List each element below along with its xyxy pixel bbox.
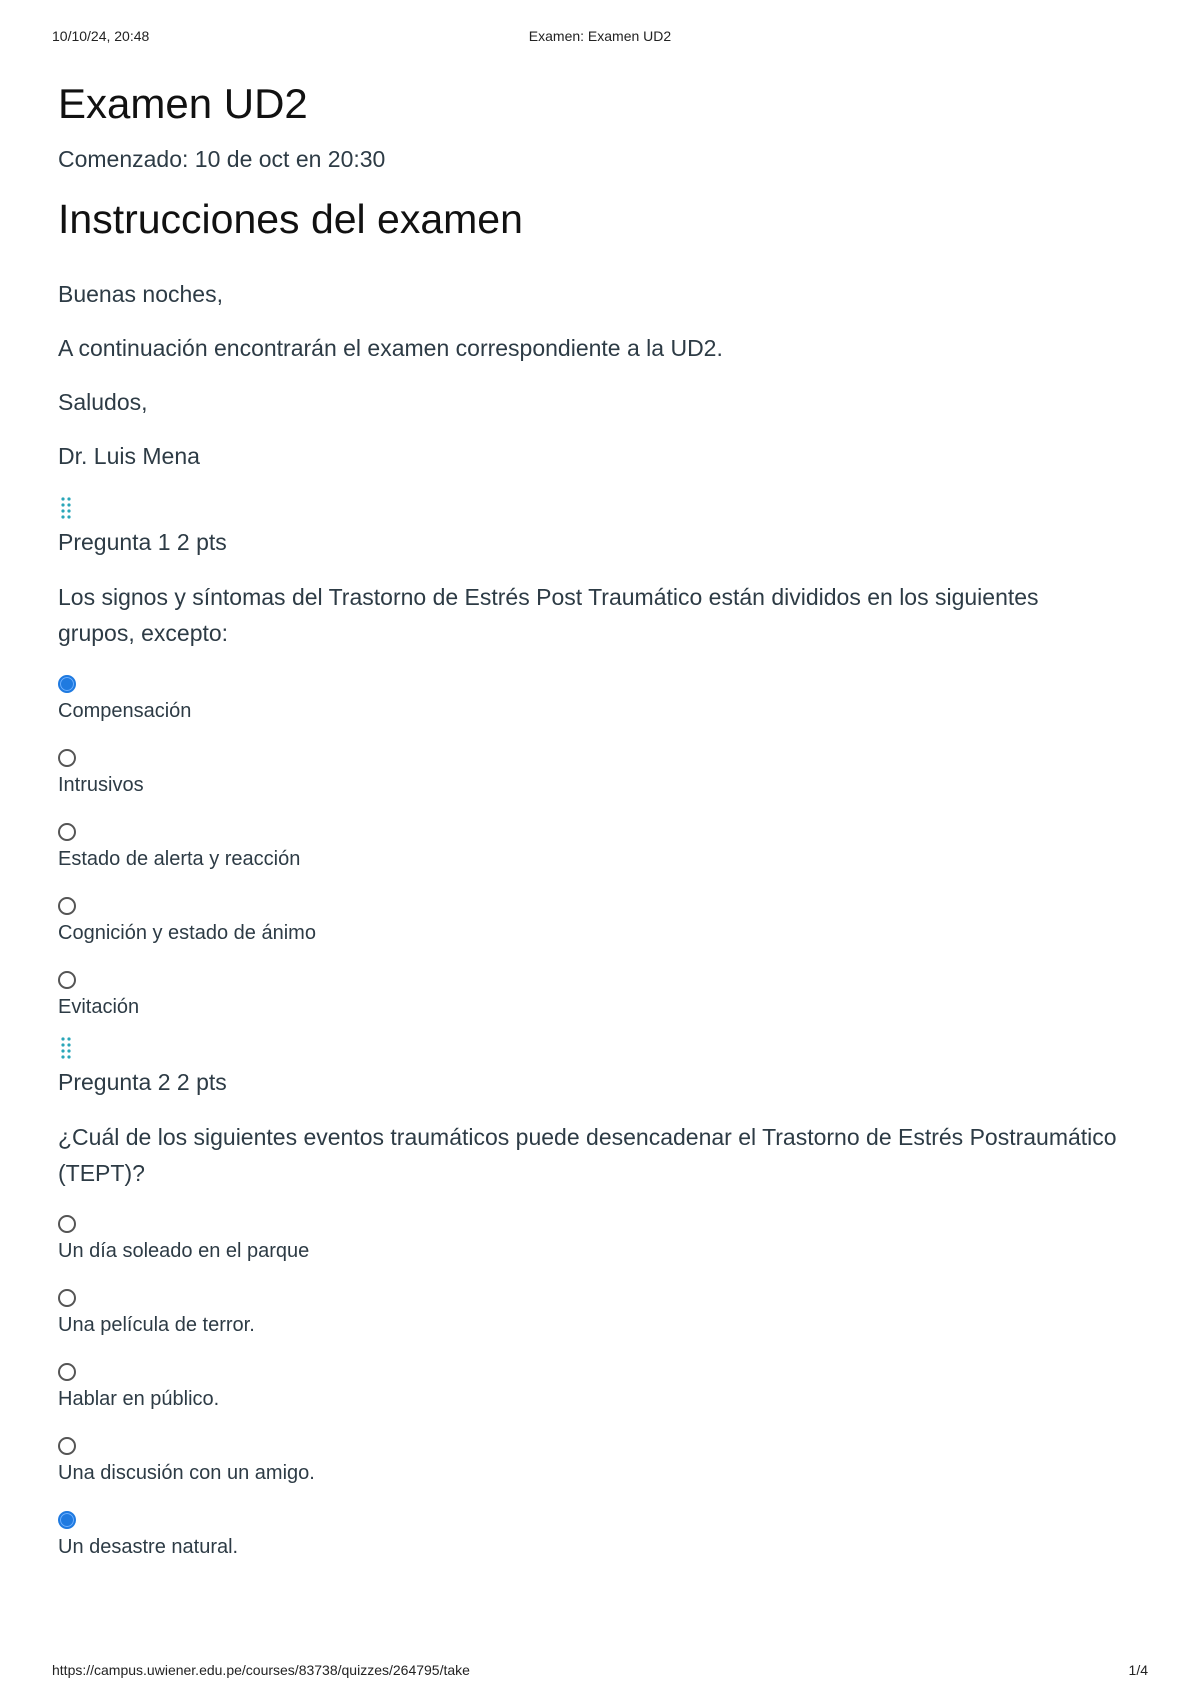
answer-label: Cognición y estado de ánimo: [58, 922, 316, 944]
radio-button[interactable]: [58, 971, 76, 989]
answer-option[interactable]: [58, 1215, 1148, 1265]
answer-list: [58, 675, 1148, 1021]
answer-label: Una película de terror.: [58, 1314, 255, 1336]
instructions-heading: Instrucciones del examen: [58, 196, 523, 242]
answer-option[interactable]: [58, 675, 1148, 725]
radio-button[interactable]: [58, 897, 76, 915]
print-doc-title: Examen: Examen UD2: [528, 28, 672, 44]
radio-button[interactable]: [58, 1437, 76, 1455]
instructions-greeting: Buenas noches,: [58, 281, 223, 307]
instructions-signature: Dr. Luis Mena: [58, 443, 200, 469]
question-header: Pregunta 1 2 pts: [58, 529, 227, 555]
print-datetime: 10/10/24, 20:48: [52, 28, 150, 44]
answer-option[interactable]: [58, 1363, 1148, 1413]
answer-label: Una discusión con un amigo.: [58, 1462, 315, 1484]
page-title: Examen UD2: [58, 80, 308, 127]
print-header: [52, 28, 1148, 48]
instructions-body: A continuación encontrarán el examen correspondiente a la UD2.: [58, 335, 723, 361]
answer-option[interactable]: [58, 971, 1148, 1021]
question-2: [58, 1035, 1148, 1561]
radio-button[interactable]: [58, 1289, 76, 1307]
page-number: 1/4: [1128, 1662, 1148, 1678]
question-text: Los signos y síntomas del Trastorno de Estrés Post Traumático están divididos en los siguientes grupos, excepto:: [58, 584, 1039, 646]
radio-button-selected[interactable]: [58, 675, 76, 693]
question-text: ¿Cuál de los siguientes eventos traumáticos puede desencadenar el Trastorno de Estrés Postraumático (TEPT)?: [58, 1124, 1117, 1186]
answer-label: Intrusivos: [58, 774, 144, 796]
page-url: https://campus.uwiener.edu.pe/courses/83738/quizzes/264795/take: [52, 1662, 470, 1678]
drag-handle-icon[interactable]: [58, 1035, 74, 1061]
answer-label: Compensación: [58, 700, 192, 722]
answer-option[interactable]: [58, 1511, 1148, 1561]
answer-list: [58, 1215, 1148, 1561]
question-header: Pregunta 2 2 pts: [58, 1069, 227, 1095]
started-timestamp: Comenzado: 10 de oct en 20:30: [58, 146, 386, 172]
answer-label: Un día soleado en el parque: [58, 1240, 310, 1262]
radio-button[interactable]: [58, 823, 76, 841]
answer-label: Evitación: [58, 996, 140, 1018]
answer-label: Estado de alerta y reacción: [58, 848, 301, 870]
answer-label: Hablar en público.: [58, 1388, 220, 1410]
answer-option[interactable]: [58, 897, 1148, 947]
radio-button[interactable]: [58, 1215, 76, 1233]
question-1: [58, 495, 1148, 1021]
answer-option[interactable]: [58, 823, 1148, 873]
answer-label: Un desastre natural.: [58, 1536, 239, 1558]
radio-button-selected[interactable]: [58, 1511, 76, 1529]
answer-option[interactable]: [58, 749, 1148, 799]
quiz-content: [58, 70, 1148, 1561]
answer-option[interactable]: [58, 1437, 1148, 1487]
radio-button[interactable]: [58, 1363, 76, 1381]
answer-option[interactable]: [58, 1289, 1148, 1339]
instructions-closing: Saludos,: [58, 389, 148, 415]
radio-button[interactable]: [58, 749, 76, 767]
drag-handle-icon[interactable]: [58, 495, 74, 521]
